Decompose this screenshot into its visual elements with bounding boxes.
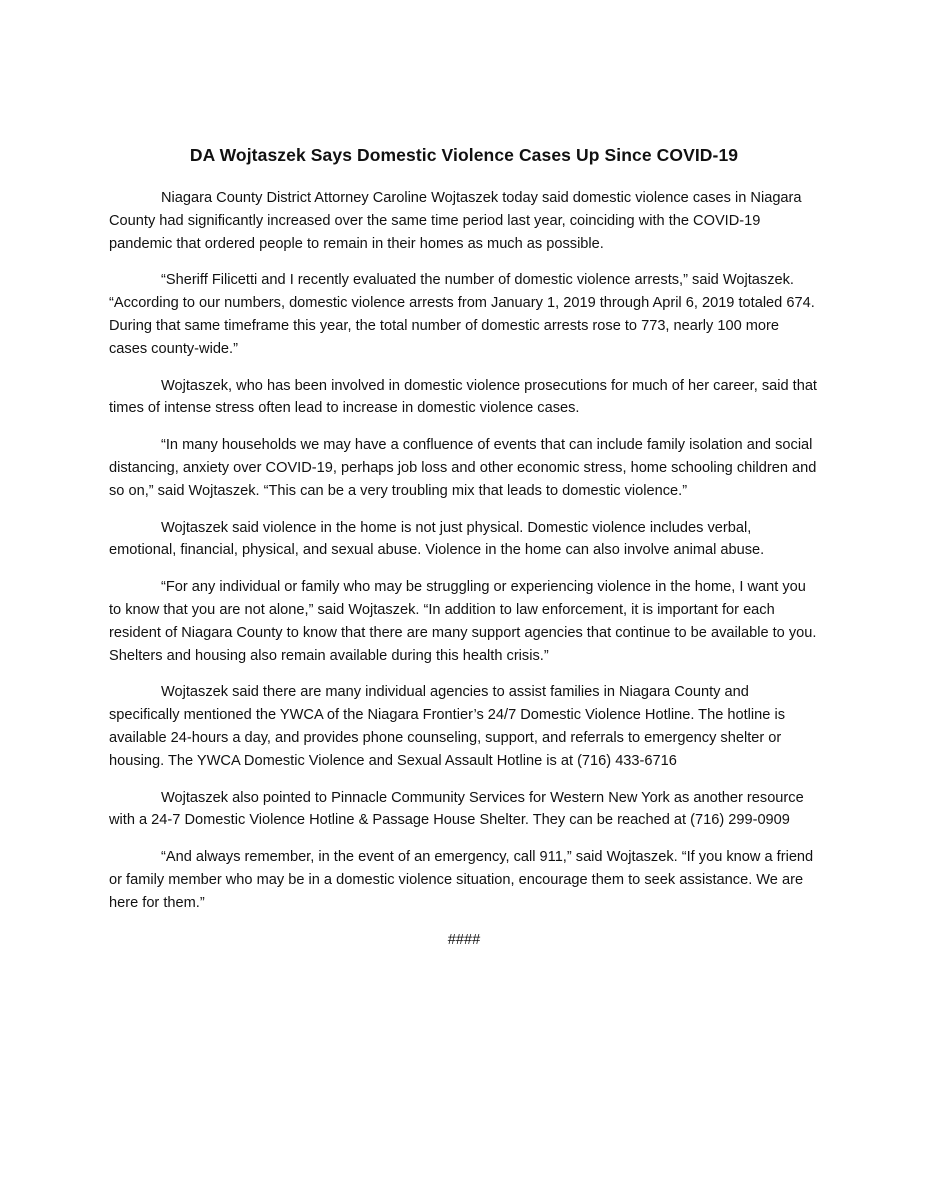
paragraph-abuse-types: Wojtaszek said violence in the home is not just physical. Domestic violence includes verbal, emotional, financial, physical, and sexual abuse. Violence in the home can also involve animal abuse. bbox=[109, 519, 765, 559]
paragraph-career: Wojtaszek, who has been involved in domestic violence prosecutions for much of her career, said that times of intense stress often lead to increase in domestic violence cases. bbox=[109, 377, 817, 417]
document-body bbox=[109, 143, 819, 951]
paragraph-emergency: “And always remember, in the event of an emergency, call 911,” said Wojtaszek. “If you know a friend or family member who may be in a domestic violence situation, encourage them to seek assistance. We are here for them.” bbox=[109, 849, 814, 911]
paragraph-not-alone: “For any individual or family who may be struggling or experiencing violence in the home, I want you to know that you are not alone,” said Wojtaszek. “In addition to law enforcement, it is important for each resident of Niagara County to know that there are many support agencies that continue to be available to you. Shelters and housing also remain available during this health crisis.” bbox=[109, 579, 817, 664]
end-mark: #### bbox=[447, 931, 481, 948]
paragraph-households: “In many households we may have a confluence of events that can include family isolation and social distancing, anxiety over COVID-19, perhaps job loss and other economic stress, home schooling children and so on,” said Wojtaszek. “This can be a very troubling mix that leads to domestic violence.” bbox=[109, 437, 817, 499]
paragraph-intro: Niagara County District Attorney Caroline Wojtaszek today said domestic violence cases in Niagara County had significantly increased over the same time period last year, coinciding with the COVID-19 pandemic that ordered people to remain in their homes as much as possible. bbox=[109, 190, 802, 252]
paragraph-ywca-hotline: Wojtaszek said there are many individual agencies to assist families in Niagara County and specifically mentioned the YWCA of the Niagara Frontier’s 24/7 Domestic Violence Hotline. The hotline is available 24-hours a day, and provides phone counseling, support, and referrals to emergency shelter or housing. The YWCA Domestic Violence and Sexual Assault Hotline is at (716) 433-6716 bbox=[109, 684, 785, 769]
paragraph-arrest-numbers: “Sheriff Filicetti and I recently evaluated the number of domestic violence arrests,” said Wojtaszek. “According to our numbers, domestic violence arrests from January 1, 2019 through April 6, 2019 totaled 674. During that same timeframe this year, the total number of domestic arrests rose to 773, nearly 100 more cases county-wide.” bbox=[109, 272, 815, 357]
document-title: DA Wojtaszek Says Domestic Violence Cases Up Since COVID-19 bbox=[189, 145, 739, 165]
paragraph-pinnacle: Wojtaszek also pointed to Pinnacle Community Services for Western New York as another resource with a 24-7 Domestic Violence Hotline & Passage House Shelter. They can be reached at (716) 299-0909 bbox=[109, 789, 804, 829]
